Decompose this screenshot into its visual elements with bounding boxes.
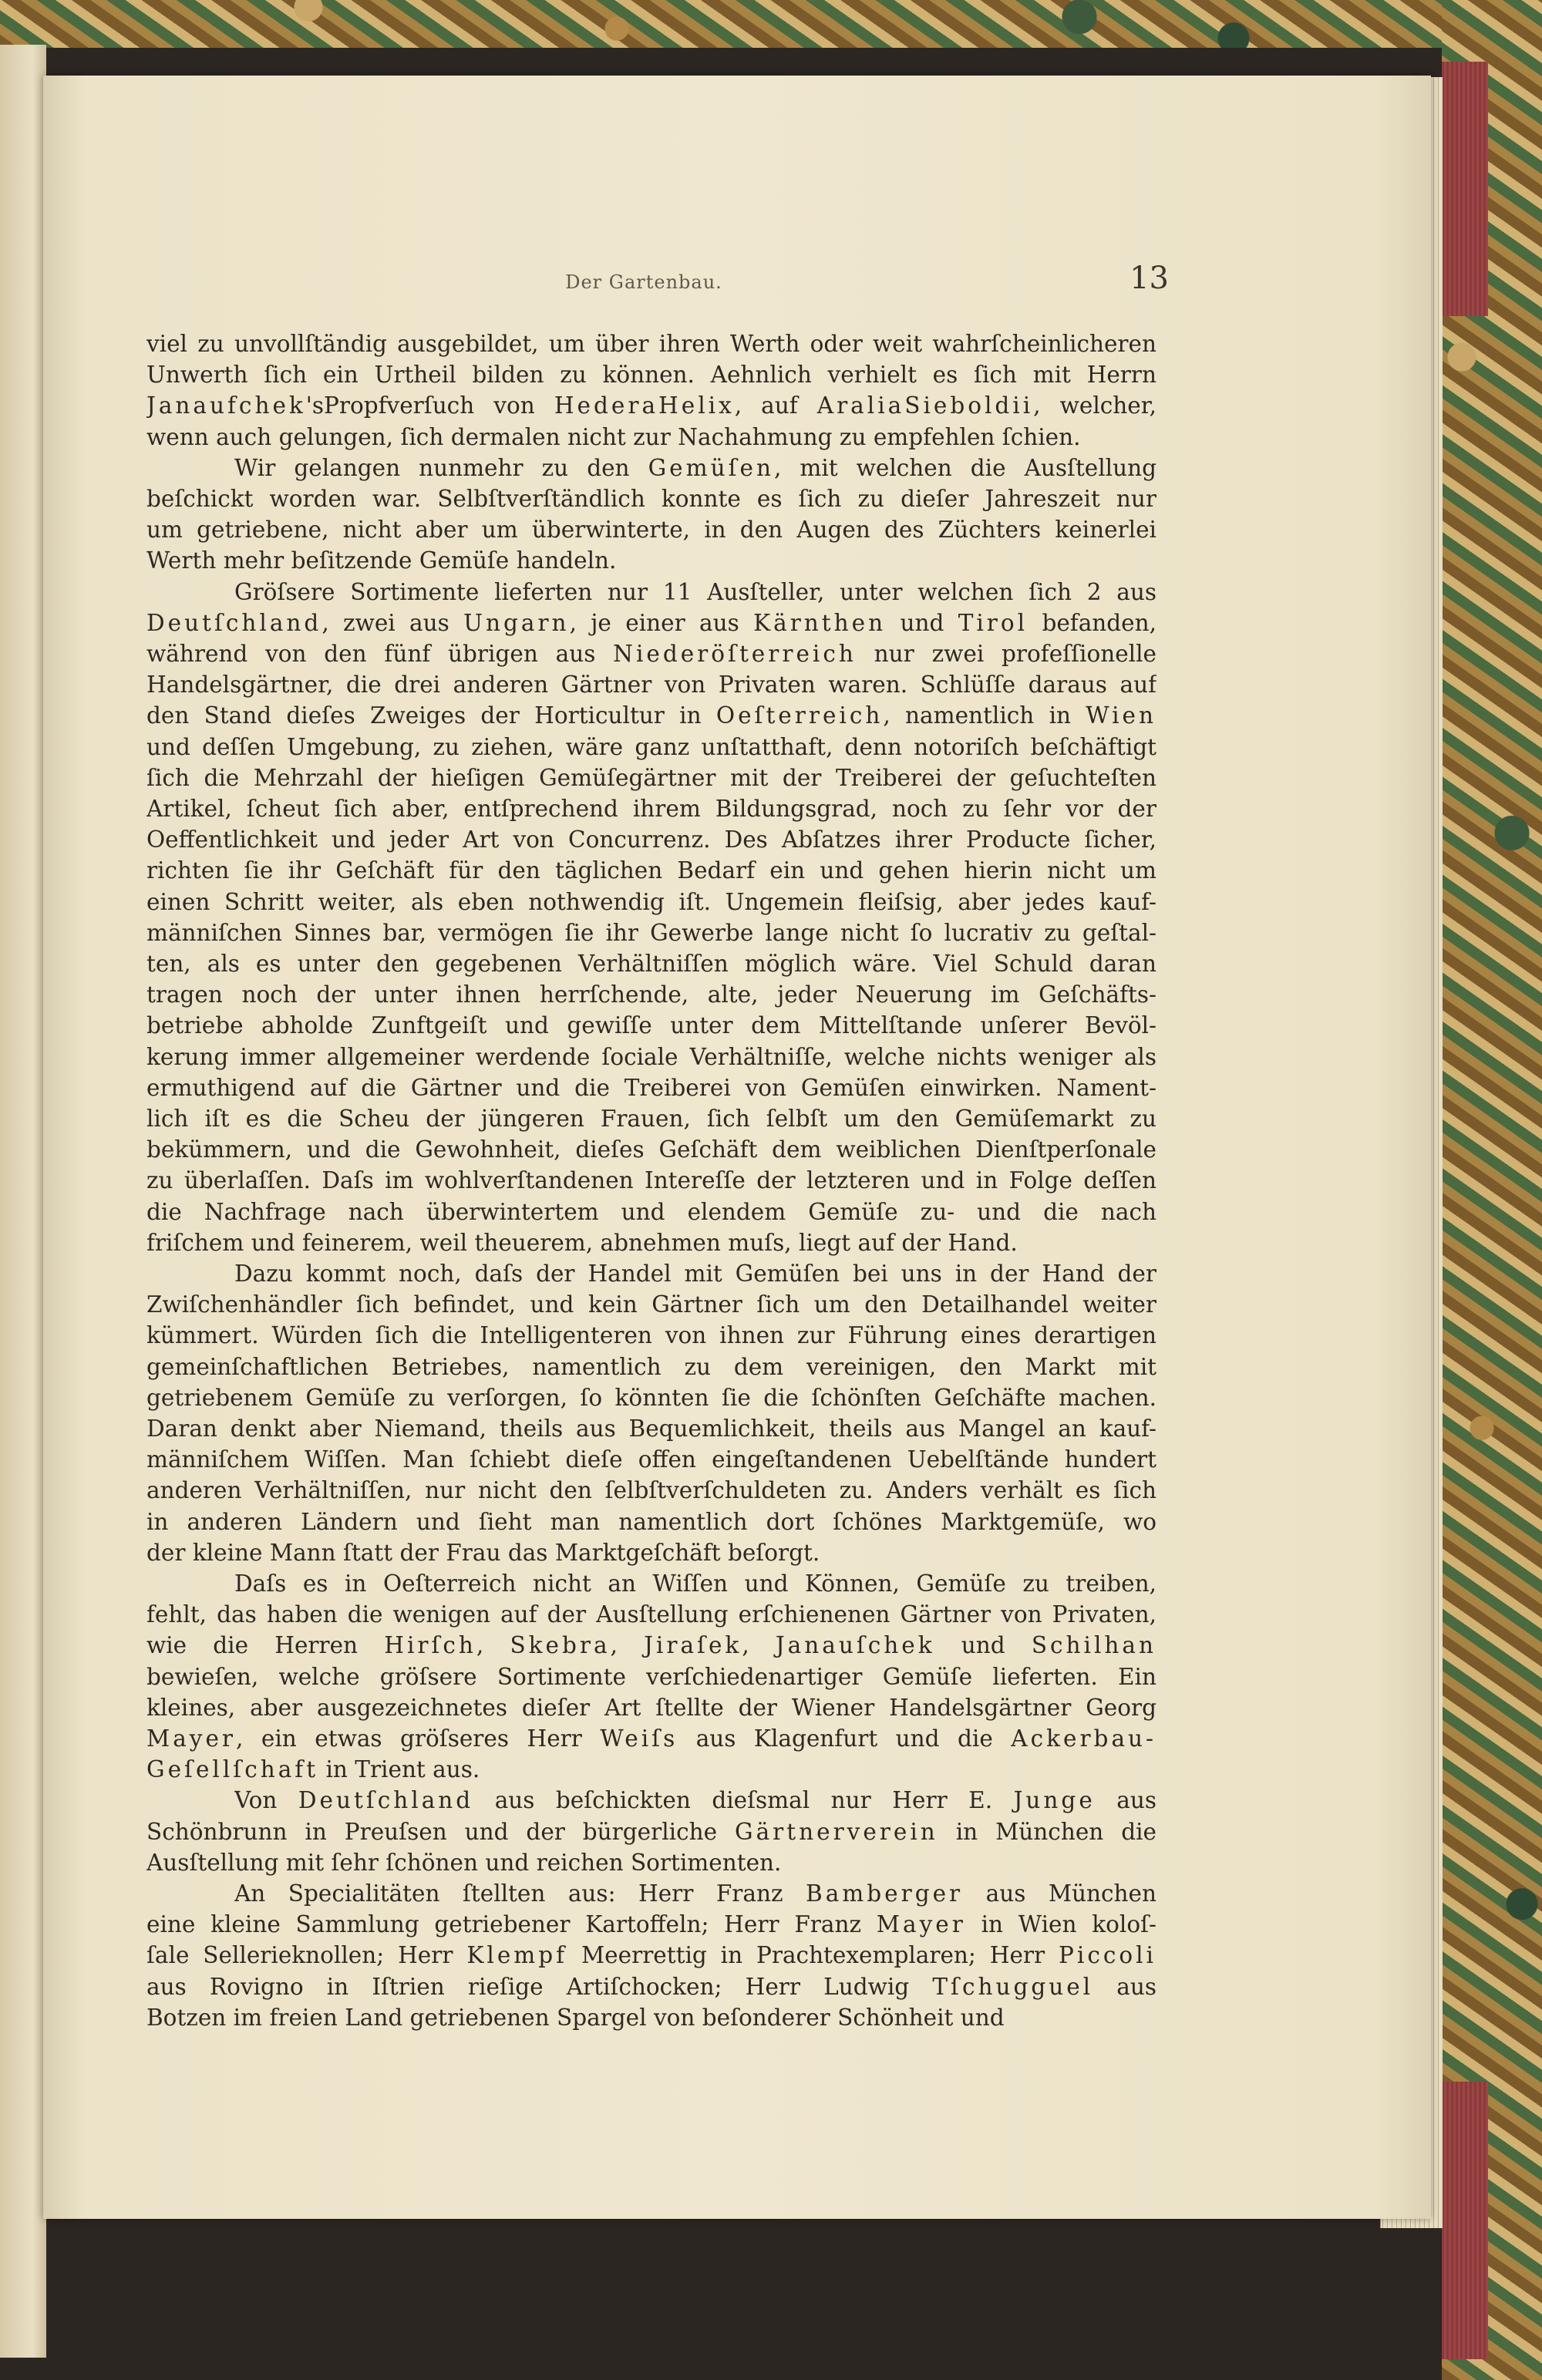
page-number: 13 (1130, 261, 1169, 296)
text-line (146, 514, 1156, 545)
body-text (146, 328, 1156, 2031)
text-run: kleines, aber ausgezeichnetes dieſer Art ſtellte der Wiener Handelsgärtner Georg (146, 1694, 1156, 1721)
text-run: und (886, 609, 958, 636)
text-line (146, 1227, 1156, 1258)
spaced-name: HederaHelix (554, 392, 735, 419)
spaced-name: Skebra (510, 1632, 611, 1659)
text-run: aus (1093, 1973, 1156, 2000)
text-line (146, 422, 1156, 453)
text-run: während von den fünf übrigen aus (146, 641, 614, 667)
text-line (146, 1289, 1156, 1320)
text-line (146, 1475, 1156, 1506)
spaced-name: Jiraſek (644, 1632, 742, 1659)
spaced-name: Gemüſen (648, 454, 774, 481)
text-run: , (476, 1632, 510, 1659)
text-run: Von (234, 1787, 298, 1814)
cover-cloth-corner-bottom (1442, 2082, 1488, 2359)
text-run: Ausſtellung mit ſehr ſchönen und reichen Sortimenten. (146, 1849, 782, 1876)
text-run: kümmert. Würden ſich die Intelligenteren von ihnen zur Führung eines derartigen (146, 1322, 1156, 1349)
text-run: nur zwei profeſſionelle (856, 641, 1156, 667)
text-run: betriebe abholde Zunftgeiſt und gewiſſe unter dem Mittelſtande unſerer Bevöl- (146, 1012, 1156, 1039)
text-run: Dazu kommt noch, daſs der Handel mit Gemüſen bei uns in der Hand der (234, 1261, 1156, 1287)
text-run: aus München (963, 1880, 1156, 1907)
text-line (146, 1382, 1156, 1413)
spaced-name: Wien (1086, 702, 1156, 729)
text-line (146, 545, 1156, 576)
spaced-name: Ackerbau- (1011, 1725, 1156, 1752)
text-run: und deſſen Umgebung, zu ziehen, wäre ganz unſtatthaft, denn notoriſch beſchäftigt (146, 733, 1156, 760)
text-line (234, 1785, 1156, 1816)
spaced-name: Weiſs (600, 1725, 678, 1752)
text-run: den Stand dieſes Zweiges der Horticultur in (146, 702, 716, 729)
text-run: Artikel, ſcheut ſich aber, entſprechend ihrem Bildungsgrad, noch zu ſehr vor der (146, 796, 1156, 822)
text-line (146, 762, 1156, 793)
text-line (146, 1042, 1156, 1072)
spaced-name: Junge (1013, 1787, 1096, 1814)
text-run: ermuthigend auf die Gärtner und die Treiberei von Gemüſen einwirken. Nament- (146, 1074, 1156, 1101)
text-line (146, 669, 1156, 700)
text-run: um getriebene, nicht aber um überwinterte, in den Augen des Züchters keinerlei (146, 517, 1156, 544)
spaced-name: Bamberger (806, 1880, 964, 1907)
text-run: wie die Herren (146, 1632, 385, 1659)
text-line (146, 328, 1156, 359)
text-line (146, 824, 1156, 855)
text-line (234, 1878, 1156, 1909)
text-run: Meerrettig in Prachtexemplaren; Herr (567, 1942, 1059, 1969)
text-run: Zwiſchenhändler ſich befindet, und kein Gärtner ſich um den Detailhandel weiter (146, 1291, 1156, 1318)
text-run: Schönbrunn in Preuſsen und der bürgerliche (146, 1818, 736, 1845)
text-run: Wir gelangen nunmehr zu den (234, 454, 648, 481)
text-line (146, 1692, 1156, 1723)
text-run: , je einer aus (569, 609, 754, 636)
text-run: ſich die Mehrzahl der hieſigen Gemüſegärtner mit der Treiberei der geſuchteſten (146, 764, 1156, 791)
spaced-name: Mayer (146, 1725, 237, 1752)
spaced-name: Ungarn (463, 609, 570, 636)
text-run: richten ſie ihr Geſchäft für den täglichen Bedarf ein und gehen hierin nicht um (146, 857, 1156, 884)
text-run: , namentlich in (883, 702, 1086, 729)
text-run: die Nachfrage nach überwintertem und elendem Gemüſe zu- und die nach (146, 1198, 1156, 1225)
text-line (146, 2002, 1156, 2033)
text-line (146, 1165, 1156, 1196)
text-run: , welcher, (1033, 392, 1156, 419)
text-run: beſchickt worden war. Selbſtverſtändlich konnte es ſich zu dieſer Jahreszeit nur (146, 486, 1156, 512)
text-line (146, 1320, 1156, 1351)
spaced-name: Geſellſchaft (146, 1756, 319, 1783)
spaced-name: Deutſchland (146, 609, 322, 636)
running-title: Der Gartenbau. (565, 271, 722, 293)
text-run: in Wien koloſ- (965, 1911, 1156, 1938)
text-run: Daran denkt aber Niemand, theils aus Bequemlichkeit, theils aus Mangel an kauf- (146, 1416, 1156, 1442)
text-run: 'sPropfverſuch von (305, 392, 554, 419)
text-line (146, 1940, 1156, 1971)
text-line (146, 887, 1156, 917)
text-run: Unwerth ſich ein Urtheil bilden zu können. Aehnlich verhielt es ſich mit Herrn (146, 362, 1156, 389)
text-run: Werth mehr beſitzende Gemüſe handeln. (146, 547, 617, 574)
text-line (234, 1568, 1156, 1599)
facing-page-edge (0, 45, 46, 2358)
text-run: und (934, 1632, 1032, 1659)
spaced-name: Deutſchland (298, 1787, 474, 1814)
spaced-name: Tſchugguel (932, 1973, 1094, 2000)
text-line (146, 1352, 1156, 1382)
text-run: An Specialitäten ſtellten aus: Herr Franz (234, 1880, 806, 1907)
spaced-name: Janaufchek (146, 392, 306, 419)
text-line (146, 1847, 1156, 1878)
text-line (146, 1072, 1156, 1103)
text-line (146, 979, 1156, 1010)
text-run: , zwei aus (322, 609, 464, 636)
spaced-name: Klempf (466, 1942, 568, 1969)
text-run: Gröſsere Sortimente lieferten nur 11 Ausſteller, unter welchen ſich 2 aus (234, 578, 1156, 605)
text-line (146, 1197, 1156, 1227)
text-line (146, 359, 1156, 390)
text-run: bekümmern, und die Gewohnheit, dieſes Geſchäft dem weiblichen Dienſtperſonale (146, 1136, 1156, 1163)
text-line (146, 1971, 1156, 2002)
text-run: Botzen im freien Land getriebenen Spargel von beſonderer Schönheit und (146, 2004, 1005, 2031)
text-run: , mit welchen die Ausſtellung (773, 454, 1156, 481)
spaced-name: Niederöſterreich (613, 641, 857, 667)
text-run: , auf (734, 392, 817, 419)
text-run: viel zu unvollſtändig ausgebildet, um über ihren Werth oder weit wahrſcheinlicheren (146, 331, 1156, 357)
text-run: eine kleine Sammlung getriebener Kartoffeln; Herr Franz (146, 1911, 877, 1938)
text-line (146, 390, 1156, 421)
text-run: der kleine Mann ſtatt der Frau das Marktgeſchäft beſorgt. (146, 1539, 820, 1566)
text-run: männiſchen Sinnes bar, vermögen ſie ihr Gewerbe lange nicht ſo lucrativ zu geſtal- (146, 919, 1156, 946)
text-run: Daſs es in Oeſterreich nicht an Wiſſen und Können, Gemüſe zu treiben, (234, 1570, 1156, 1597)
text-line (146, 1444, 1156, 1475)
text-line (146, 1134, 1156, 1165)
spaced-name: Hirſch (384, 1632, 476, 1659)
text-run: anderen Verhältniſſen, nur nicht den ſelbſtverſchuldeten zu. Anders verhält es ſich (146, 1477, 1156, 1504)
text-run: aus beſchickten dieſsmal nur Herr E. (473, 1787, 1014, 1814)
text-line (146, 638, 1156, 669)
text-line (146, 732, 1156, 762)
spaced-name: Mayer (876, 1911, 966, 1938)
text-run: ſale Sellerieknollen; Herr (146, 1942, 467, 1969)
text-run: fehlt, das haben die wenigen auf der Ausſtellung erſchienenen Gärtner von Privaten, (146, 1601, 1156, 1628)
text-line (146, 948, 1156, 979)
text-line (146, 483, 1156, 514)
text-run: aus (1095, 1787, 1156, 1814)
text-run: getriebenem Gemüſe zu verſorgen, ſo könnten ſie die ſchönſten Geſchäfte machen. (146, 1384, 1156, 1411)
text-line (234, 1258, 1156, 1289)
spaced-name: Kärnthen (753, 609, 887, 636)
cover-cloth-corner-top (1442, 62, 1488, 316)
text-line (146, 1103, 1156, 1134)
text-run: aus Klagenfurt und die (678, 1725, 1012, 1752)
text-line (146, 1754, 1156, 1785)
text-run: befanden, (1028, 609, 1156, 636)
text-line (146, 700, 1156, 731)
text-run: zu überlaſſen. Daſs im wohlverſtandenen Intereſſe der letzteren und in Folge deſſen (146, 1167, 1156, 1194)
text-line (146, 1010, 1156, 1041)
text-run: einen Schritt weiter, als eben nothwendig iſt. Ungemein fleiſsig, aber jedes kauf- (146, 888, 1156, 915)
spaced-name: Gärtnerverein (735, 1818, 938, 1845)
text-run: Handelsgärtner, die drei anderen Gärtner von Privaten waren. Schlüſſe daraus auf (146, 672, 1156, 699)
text-run: , ein etwas gröſseres Herr (236, 1725, 601, 1752)
text-line (146, 1537, 1156, 1568)
text-run: männiſchem Wiſſen. Man ſchiebt dieſe offen eingeſtandenen Uebelſtände hundert (146, 1446, 1156, 1473)
text-line (146, 917, 1156, 948)
text-line (146, 855, 1156, 886)
cover-marbled-right (1442, 0, 1542, 2380)
cover-marbled-top (0, 0, 1542, 48)
text-line (146, 793, 1156, 824)
text-run: , (742, 1632, 776, 1659)
text-line (146, 1816, 1156, 1847)
text-line (146, 1661, 1156, 1692)
text-run: ten, als es unter den gegebenen Verhältniſſen möglich wäre. Viel Schuld daran (146, 951, 1156, 977)
text-run: gemeinſchaftlichen Betriebes, namentlich zu dem vereinigen, den Markt mit (146, 1353, 1156, 1380)
text-run: in Trient aus. (318, 1756, 480, 1783)
text-line (146, 1630, 1156, 1661)
spaced-name: AraliaSieboldii (816, 392, 1034, 419)
text-run: in München die (938, 1818, 1156, 1845)
spaced-name: Janauſchek (775, 1632, 935, 1659)
text-run: aus Rovigno in Iſtrien rieſige Artiſchocken; Herr Ludwig (146, 1973, 933, 2000)
spaced-name: Schilhan (1031, 1632, 1156, 1659)
text-run: in anderen Ländern und ſieht man namentlich dort ſchönes Marktgemüſe, wo (146, 1508, 1156, 1535)
text-line (234, 577, 1156, 608)
text-run: wenn auch gelungen, ſich dermalen nicht zur Nachahmung zu empfehlen ſchien. (146, 423, 1081, 450)
text-line (234, 453, 1156, 483)
spaced-name: Oeſterreich (715, 702, 884, 729)
text-run: friſchem und feinerem, weil theuerem, abnehmen muſs, liegt auf der Hand. (146, 1229, 1018, 1256)
text-run: kerung immer allgemeiner werdende ſociale Verhältniſſe, welche nichts weniger als (146, 1043, 1156, 1070)
text-run: Oeffentlichkeit und jeder Art von Concurrenz. Des Abſatzes ihrer Producte ſicher, (146, 826, 1156, 853)
text-line (146, 608, 1156, 638)
text-run: bewieſen, welche gröſsere Sortimente verſchiedenartiger Gemüſe lieferten. Ein (146, 1663, 1156, 1690)
text-line (146, 1723, 1156, 1754)
text-run: lich iſt es die Scheu der jüngeren Frauen, ſich ſelbſt um den Gemüſemarkt zu (146, 1106, 1156, 1132)
text-line (146, 1506, 1156, 1537)
text-line (146, 1413, 1156, 1444)
text-run: tragen noch der unter ihnen herrſchende, alte, jeder Neuerung im Geſchäfts- (146, 981, 1156, 1008)
text-run: , (610, 1632, 645, 1659)
text-line (146, 1599, 1156, 1630)
spaced-name: Piccoli (1059, 1942, 1156, 1969)
text-line (146, 1909, 1156, 1940)
spaced-name: Tirol (958, 609, 1029, 636)
